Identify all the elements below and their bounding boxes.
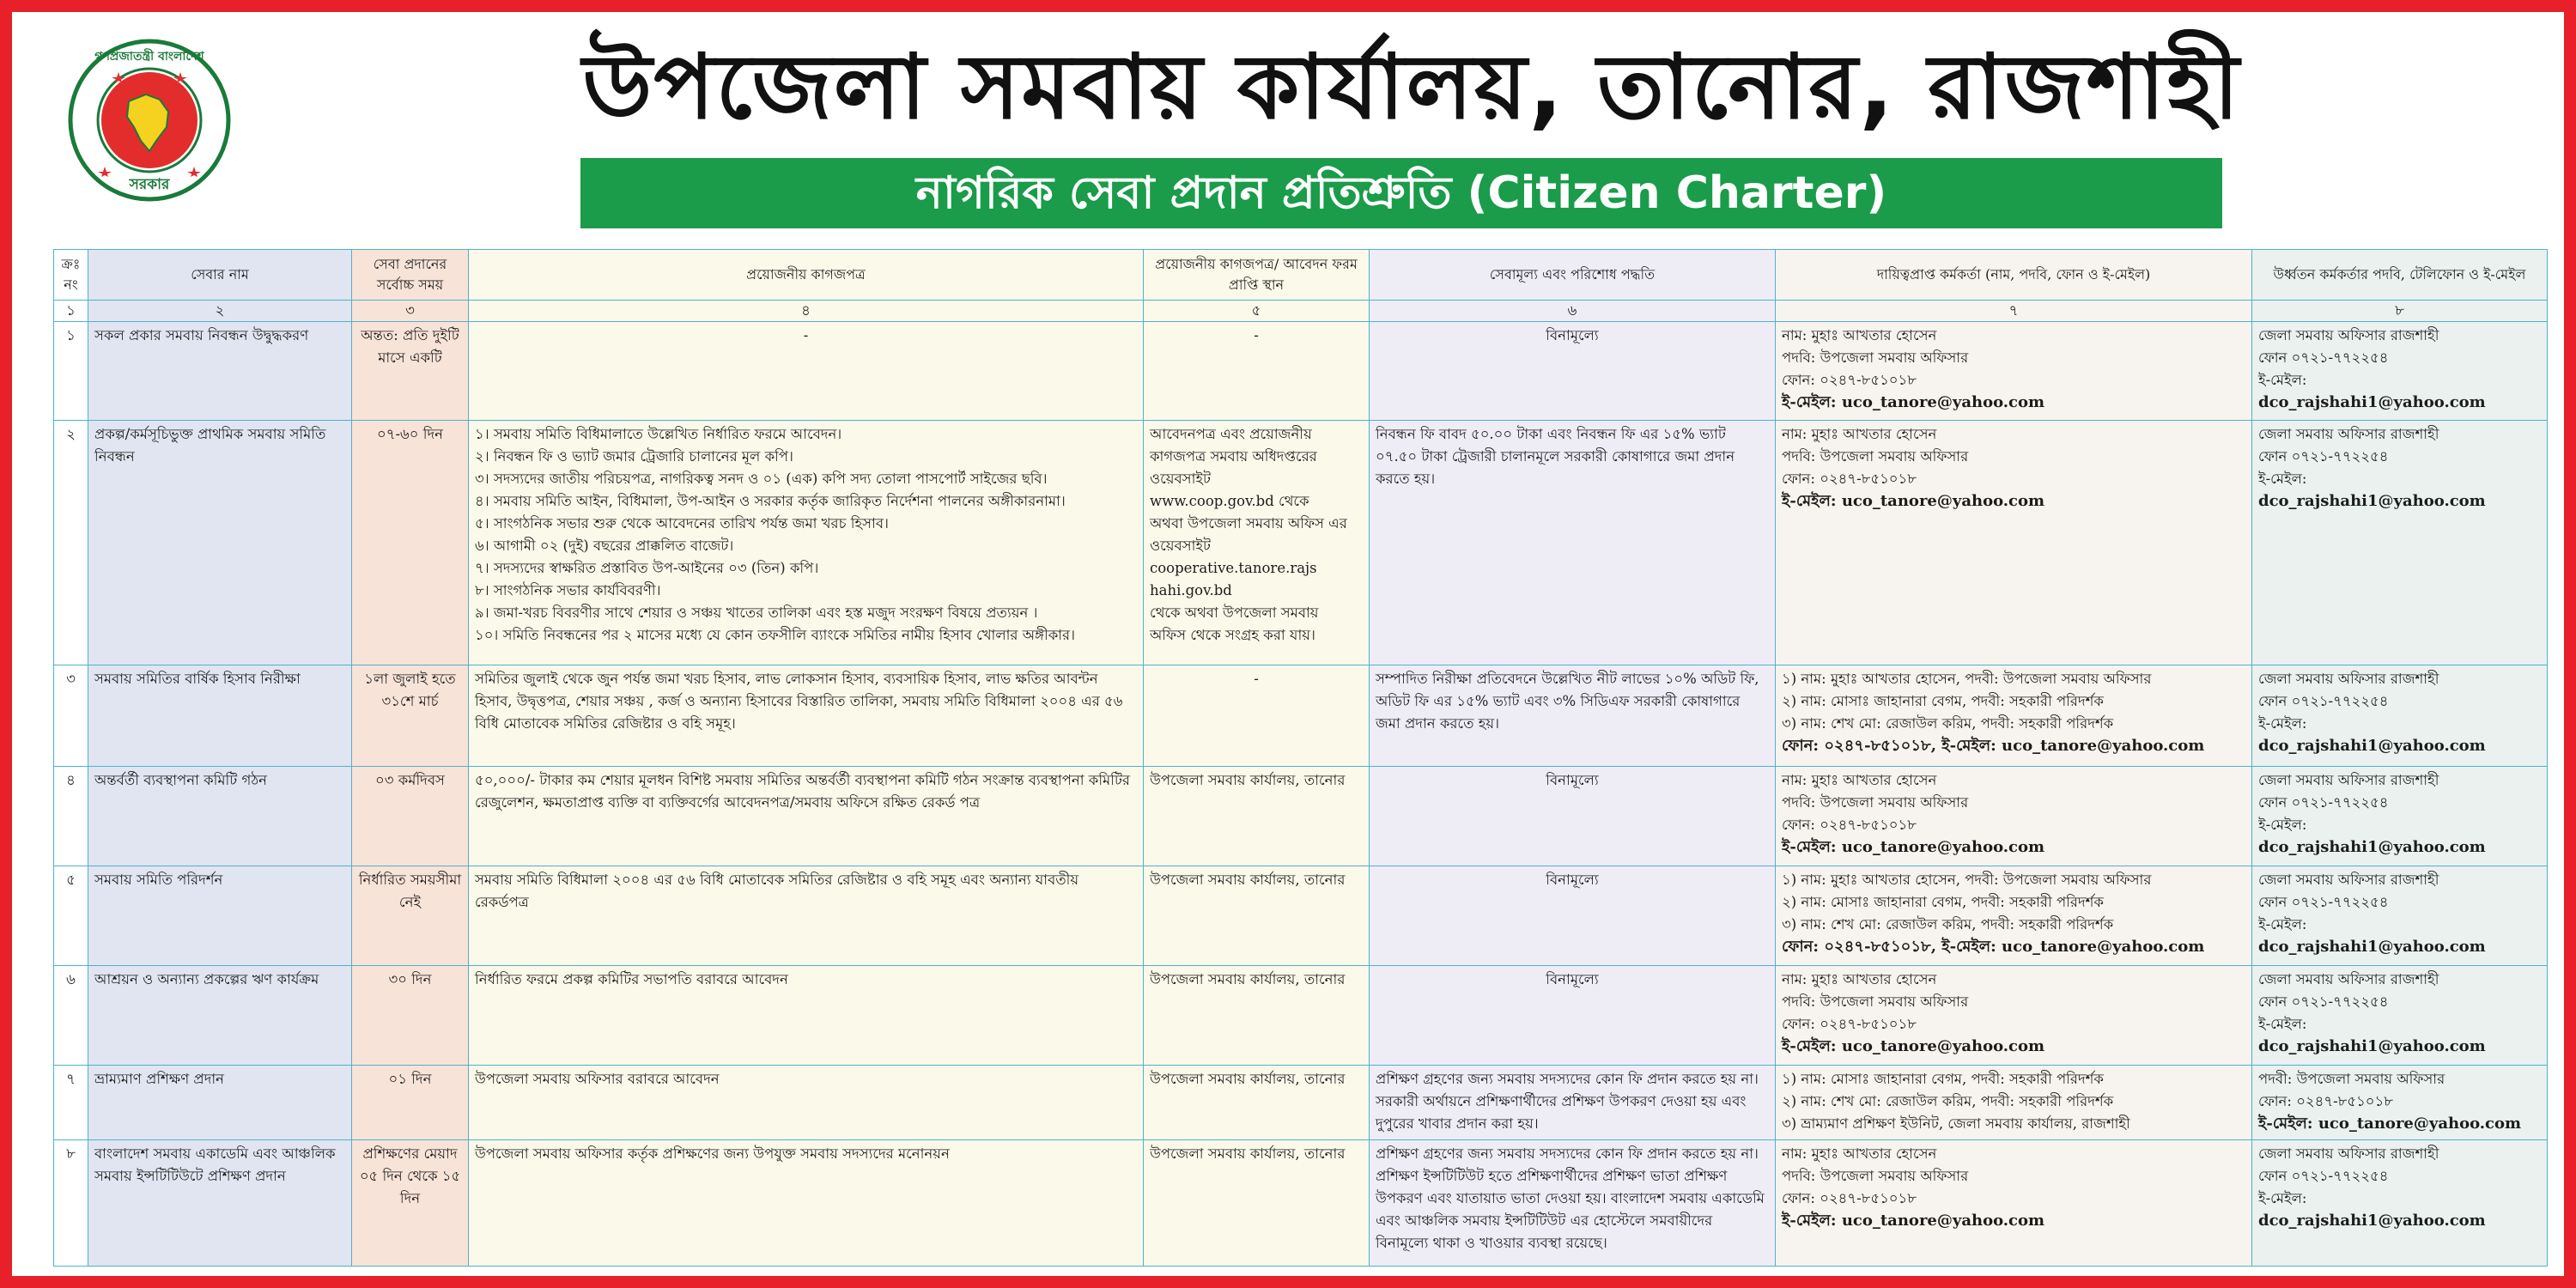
row-max-time: ০৩ কর্মদিবস: [352, 767, 469, 866]
fee-line: প্রশিক্ষণ গ্রহণের জন্য সমবায় সদস্যদের কোন ফি প্রদান করতে হয় না। সরকারী অর্থায়নে প্রশিক্ষণার্থীদের প্রশিক্ষণ উপকরণ দেওয়া হয় এবং দুপুরের খাবার প্রদান করা হয়।: [1376, 1071, 1759, 1132]
superior-line: dco_rajshahi1@yahoo.com: [2258, 838, 2486, 856]
fee-line: সম্পাদিত নিরীক্ষা প্রতিবেদনে উল্লেখিত নীট লাভের ১০% অডিট ফি, অডিট ফি এর ১৫% ভ্যাট এবং ৩% সিডিএফ সরকারী কোষাগারে জমা প্রদান করতে হয়।: [1376, 671, 1759, 732]
fee-line: বিনামূল্যে: [1546, 327, 1599, 343]
superior-line: জেলা সমবায় অফিসার রাজশাহী: [2258, 327, 2439, 343]
table-row: [54, 1140, 2548, 1267]
document-line: ৮। সাংগঠনিক সভার কার্যবিবরণী।: [475, 582, 661, 598]
officer-line: ৩) নাম: শেখ মো: রেজাউল করিম, পদবী: সহকারী পরিদর্শক: [1782, 916, 2114, 933]
superior-line: ই-মেইল:: [2258, 372, 2307, 388]
row-service-name: প্রকল্প/কর্মসূচিভুক্ত প্রাথমিক সমবায় সমিতি নিবন্ধন: [88, 421, 352, 665]
row-form-source: [1144, 421, 1370, 665]
source-line: কাগজপত্র সমবায় অধিদপ্তরের: [1150, 448, 1317, 465]
row-required-documents: [469, 322, 1144, 421]
officer-line: নাম: মুহাঃ আখতার হোসেন: [1782, 1145, 1937, 1162]
document-line: ৪। সমবায় সমিতি আইন, বিধিমালা, উপ-আইন ও সরকার কর্তৃক জারিকৃত নির্দেশনা পালনের অঙ্গীকারনামা।: [475, 493, 1066, 509]
superior-line: ই-মেইল:: [2258, 1016, 2307, 1032]
row-responsible-officer: [1776, 421, 2252, 665]
officer-line: ২) নাম: মোসাঃ জাহানারা বেগম, পদবী: সহকারী পরিদর্শক: [1782, 894, 2104, 910]
header-max-time: সেবা প্রদানের সর্বোচ্চ সময়: [352, 250, 469, 301]
source-line: hahi.gov.bd: [1150, 582, 1232, 598]
row-form-source: [1144, 966, 1370, 1066]
superior-line: পদবী: উপজেলা সমবায় অফিসার: [2258, 1071, 2445, 1087]
superior-line: dco_rajshahi1@yahoo.com: [2258, 393, 2486, 411]
row-fee-method: [1370, 1140, 1776, 1267]
superior-line: ফোন ০৭২১-৭৭২২৫৪: [2258, 1168, 2389, 1184]
charter-table-body: [54, 322, 2548, 1267]
row-service-name: সকল প্রকার সমবায় নিবন্ধন উদ্বুদ্ধকরণ: [88, 322, 352, 421]
column-number: ১: [54, 301, 88, 322]
officer-line: ফোন: ০২৪৭-৮৫১০১৮, ই-মেইল: uco_tanore@yahoo.com: [1782, 737, 2205, 755]
superior-line: ফোন ০৭২১-৭৭২২৫৪: [2258, 349, 2389, 366]
row-required-documents: [469, 866, 1144, 966]
row-responsible-officer: [1776, 1066, 2252, 1140]
column-number: ৫: [1144, 301, 1370, 322]
superior-line: ই-মেইল:: [2258, 817, 2307, 833]
document-line: ৫০,০০০/- টাকার কম শেয়ার মূলধন বিশিষ্ট সমবায় সমিতির অন্তর্বর্তী ব্যবস্থাপনা কমিটি গঠন সংক্রান্ত ব্যবস্থাপনা কমিটির রেজুলেশন, ক্ষমতাপ্রাপ্ত ব্যক্তি বা ব্যক্তিবর্গের আবেদনপত্র/সমবায় অফিসে রক্ষিত রেকর্ড পত্র: [475, 772, 1131, 811]
column-number: ৪: [469, 301, 1144, 322]
row-max-time: ০৭-৬০ দিন: [352, 421, 469, 665]
row-form-source: [1144, 866, 1370, 966]
header-form-source: প্রয়োজনীয় কাগজপত্র/ আবেদন ফরম প্রাপ্তি স্থান: [1144, 250, 1370, 301]
document-line: সমবায় সমিতি বিধিমালা ২০০৪ এর ৫৬ বিধি মোতাবেক সমিতির রেজিষ্টার ও বহি সমূহ এবং অন্যান্য যাবতীয় রেকর্ডপত্র: [475, 872, 1079, 910]
header-fee-method: সেবামূল্য এবং পরিশোধ পদ্ধতি: [1370, 250, 1776, 301]
row-required-documents: [469, 1140, 1144, 1267]
row-superior-officer: [2252, 966, 2548, 1066]
source-line: -: [1254, 327, 1259, 343]
column-number: ২: [88, 301, 352, 322]
row-max-time: ১লা জুলাই হতে ৩১শে মার্চ: [352, 665, 469, 767]
row-max-time: প্রশিক্ষণের মেয়াদ ০৫ দিন থেকে ১৫ দিন: [352, 1140, 469, 1267]
officer-line: ফোন: ০২৪৭-৮৫১০১৮: [1782, 1190, 1917, 1206]
row-serial: ৮: [54, 1140, 88, 1267]
row-serial: ৭: [54, 1066, 88, 1140]
officer-line: নাম: মুহাঃ আখতার হোসেন: [1782, 772, 1937, 788]
document-line: -: [803, 327, 809, 343]
row-superior-officer: [2252, 322, 2548, 421]
header-responsible-officer: দায়িত্বপ্রাপ্ত কর্মকর্তা (নাম, পদবি, ফোন ও ই-মেইল): [1776, 250, 2252, 301]
page-title: উপজেলা সমবায় কার্যালয়, তানোর, রাজশাহী: [582, 34, 2241, 139]
row-fee-method: [1370, 421, 1776, 665]
row-service-name: সমবায় সমিতির বার্ষিক হিসাব নিরীক্ষা: [88, 665, 352, 767]
document-line: ৬। আগামী ০২ (দুই) বছরের প্রাক্কলিত বাজেট।: [475, 538, 734, 554]
source-line: উপজেলা সমবায় কার্যালয়, তানোর: [1150, 1145, 1346, 1162]
officer-line: পদবি: উপজেলা সমবায় অফিসার: [1782, 448, 1969, 465]
row-serial: ৬: [54, 966, 88, 1066]
row-max-time: ৩০ দিন: [352, 966, 469, 1066]
document-line: ৭। সদস্যদের স্বাক্ষরিত প্রস্তাবিত উপ-আইনের ০৩ (তিন) কপি।: [475, 560, 819, 576]
column-number: ৭: [1776, 301, 2252, 322]
officer-line: নাম: মুহাঃ আখতার হোসেন: [1782, 426, 1937, 442]
document-line: সমিতির জুলাই থেকে জুন পর্যন্ত জমা খরচ হিসাব, লাভ লোকসান হিসাব, ব্যবসায়িক হিসাব, লাভ ক্ষতির আবন্টন হিসাব, উদ্বৃত্তপত্র, শেয়ার সঞ্চয় , কর্জ ও অন্যান্য হিসাবের বিস্তারিত তালিকা, সমবায় সমিতি বিধিমালা ২০০৪ এর ৫৬ বিধি মোতাবেক সমিতির রেজিষ্টার ও বহি সমূহ।: [475, 671, 1123, 732]
row-responsible-officer: [1776, 767, 2252, 866]
row-service-name: আশ্রয়ন ও অন্যান্য প্রকল্পের ঋণ কার্যক্রম: [88, 966, 352, 1066]
superior-line: জেলা সমবায় অফিসার রাজশাহী: [2258, 872, 2439, 888]
row-service-name: সমবায় সমিতি পরিদর্শন: [88, 866, 352, 966]
row-max-time: নির্ধারিত সময়সীমা নেই: [352, 866, 469, 966]
document-line: ৯। জমা-খরচ বিবরণীর সাথে শেয়ার ও সঞ্চয় খাতের তালিকা এবং হস্ত মজুদ সংরক্ষণ বিষয়ে প্রত্যয়ন ।: [475, 605, 1038, 621]
row-serial: ১: [54, 322, 88, 421]
officer-line: ফোন: ০২৪৭-৮৫১০১৮: [1782, 1016, 1917, 1032]
source-line: থেকে অথবা উপজেলা সমবায়: [1150, 605, 1319, 621]
document-line: ১। সমবায় সমিতি বিধিমালাতে উল্লেখিত নির্ধারিত ফরমে আবেদন।: [475, 426, 842, 442]
column-number: ৩: [352, 301, 469, 322]
officer-line: ১) নাম: মুহাঃ আখতার হোসেন, পদবী: উপজেলা সমবায় অফিসার: [1782, 671, 2152, 687]
row-form-source: [1144, 767, 1370, 866]
row-fee-method: [1370, 866, 1776, 966]
table-row: [54, 665, 2548, 767]
officer-line: ফোন: ০২৪৭-৮৫১০১৮: [1782, 817, 1917, 833]
row-responsible-officer: [1776, 665, 2252, 767]
row-fee-method: [1370, 322, 1776, 421]
table-row: [54, 767, 2548, 866]
superior-line: ই-মেইল: uco_tanore@yahoo.com: [2258, 1115, 2522, 1133]
row-serial: ২: [54, 421, 88, 665]
fee-line: বিনামূল্যে: [1546, 772, 1599, 788]
row-superior-officer: [2252, 767, 2548, 866]
row-form-source: [1144, 1140, 1370, 1267]
superior-line: dco_rajshahi1@yahoo.com: [2258, 938, 2486, 956]
officer-line: পদবি: উপজেলা সমবায় অফিসার: [1782, 1168, 1969, 1184]
officer-line: পদবি: উপজেলা সমবায় অফিসার: [1782, 349, 1969, 366]
header-service-name: সেবার নাম: [88, 250, 352, 301]
officer-line: পদবি: উপজেলা সমবায় অফিসার: [1782, 794, 1969, 811]
superior-line: জেলা সমবায় অফিসার রাজশাহী: [2258, 772, 2439, 788]
superior-line: জেলা সমবায় অফিসার রাজশাহী: [2258, 971, 2439, 987]
officer-line: ১) নাম: মুহাঃ আখতার হোসেন, পদবী: উপজেলা সমবায় অফিসার: [1782, 872, 2152, 888]
officer-line: ৩) নাম: শেখ মো: রেজাউল করিম, পদবী: সহকারী পরিদর্শক: [1782, 715, 2114, 732]
superior-line: ফোন: ০২৪৭-৮৫১০১৮: [2258, 1093, 2393, 1109]
row-required-documents: [469, 1066, 1144, 1140]
fee-line: নিবন্ধন ফি বাবদ ৫০.০০ টাকা এবং নিবন্ধন ফি এর ১৫% ভ্যাট ০৭.৫০ টাকা ট্রেজারী চালানমূলে সরকারী কোষাগারে জমা প্রদান করতে হয়।: [1376, 426, 1735, 487]
officer-line: ই-মেইল: uco_tanore@yahoo.com: [1782, 492, 2045, 510]
row-superior-officer: [2252, 866, 2548, 966]
table-row: [54, 866, 2548, 966]
officer-line: ই-মেইল: uco_tanore@yahoo.com: [1782, 393, 2045, 411]
superior-line: ফোন ০৭২১-৭৭২২৫৪: [2258, 448, 2389, 465]
row-required-documents: [469, 966, 1144, 1066]
officer-line: ১) নাম: মোসাঃ জাহানারা বেগম, পদবী: সহকারী পরিদর্শক: [1782, 1071, 2104, 1087]
officer-line: ফোন: ০২৪৭-৮৫১০১৮: [1782, 372, 1917, 388]
table-row: [54, 421, 2548, 665]
superior-line: dco_rajshahi1@yahoo.com: [2258, 492, 2486, 510]
source-line: অফিস থেকে সংগ্রহ করা যায়।: [1150, 627, 1315, 643]
superior-line: ই-মেইল:: [2258, 916, 2307, 933]
header-superior-officer: উর্ধ্বতন কর্মকর্তার পদবি, টেলিফোন ও ই-মেইল: [2252, 250, 2548, 301]
document-line: ২। নিবন্ধন ফি ও ভ্যাট জমার ট্রেজারি চালানের মূল কপি।: [475, 448, 793, 465]
superior-line: ই-মেইল:: [2258, 471, 2307, 487]
source-line: ওয়েবসাইট: [1150, 471, 1211, 487]
row-superior-officer: [2252, 421, 2548, 665]
logo-caption-top: গণপ্রজাতন্ত্রী বাংলাদেশ: [94, 50, 204, 64]
government-logo: [67, 38, 232, 203]
row-responsible-officer: [1776, 322, 2252, 421]
row-fee-method: [1370, 1066, 1776, 1140]
row-required-documents: [469, 767, 1144, 866]
document-line: ১০। সমিতি নিবন্ধনের পর ২ মাসের মধ্যে যে কোন তফসীলি ব্যাংকে সমিতির নামীয় হিসাব খোলার অঙ্গীকার।: [475, 627, 1076, 643]
superior-line: ই-মেইল:: [2258, 715, 2307, 732]
table-row: [54, 966, 2548, 1066]
row-required-documents: [469, 421, 1144, 665]
source-line: উপজেলা সমবায় কার্যালয়, তানোর: [1150, 772, 1346, 788]
row-fee-method: [1370, 966, 1776, 1066]
superior-line: dco_rajshahi1@yahoo.com: [2258, 1037, 2486, 1055]
row-serial: ৩: [54, 665, 88, 767]
row-service-name: বাংলাদেশ সমবায় একাডেমি এবং আঞ্চলিক সমবায় ইন্সটিটিউটে প্রশিক্ষণ প্রদান: [88, 1140, 352, 1267]
column-number: ৮: [2252, 301, 2548, 322]
row-responsible-officer: [1776, 866, 2252, 966]
source-line: cooperative.tanore.rajs: [1150, 560, 1317, 576]
officer-line: পদবি: উপজেলা সমবায় অফিসার: [1782, 993, 1969, 1010]
source-line: -: [1254, 671, 1259, 687]
source-line: উপজেলা সমবায় কার্যালয়, তানোর: [1150, 971, 1346, 987]
superior-line: ফোন ০৭২১-৭৭২২৫৪: [2258, 894, 2389, 910]
row-service-name: ভ্রাম্যমাণ প্রশিক্ষণ প্রদান: [88, 1066, 352, 1140]
source-line: আবেদনপত্র এবং প্রয়োজনীয়: [1150, 426, 1312, 442]
logo-caption-bottom: সরকার: [129, 176, 170, 193]
document-line: নির্ধারিত ফরমে প্রকল্প কমিটির সভাপতি বরাবরে আবেদন: [475, 971, 788, 987]
row-required-documents: [469, 665, 1144, 767]
document-line: ৫। সাংগঠনিক সভার শুরু থেকে আবেদনের তারিখ পর্যন্ত জমা খরচ হিসাব।: [475, 515, 889, 532]
officer-line: ২) নাম: মোসাঃ জাহানারা বেগম, পদবী: সহকারী পরিদর্শক: [1782, 693, 2104, 709]
officer-line: ই-মেইল: uco_tanore@yahoo.com: [1782, 1212, 2045, 1230]
superior-line: ই-মেইল:: [2258, 1190, 2307, 1206]
row-responsible-officer: [1776, 1140, 2252, 1267]
row-superior-officer: [2252, 1066, 2548, 1140]
row-responsible-officer: [1776, 966, 2252, 1066]
row-max-time: অন্তত: প্রতি দুইটি মাসে একটি: [352, 322, 469, 421]
table-row: [54, 1066, 2548, 1140]
row-service-name: অন্তর্বর্তী ব্যবস্থাপনা কমিটি গঠন: [88, 767, 352, 866]
row-fee-method: [1370, 665, 1776, 767]
column-number: ৬: [1370, 301, 1776, 322]
government-seal-icon: [67, 38, 232, 203]
document-line: ৩। সদস্যদের জাতীয় পরিচয়পত্র, নাগরিকত্ব সনদ ও ০১ (এক) কপি সদ্য তোলা পাসপোর্ট সাইজের ছবি।: [475, 471, 1048, 487]
officer-line: ই-মেইল: uco_tanore@yahoo.com: [1782, 838, 2045, 856]
officer-line: ফোন: ০২৪৭-৮৫১০১৮, ই-মেইল: uco_tanore@yahoo.com: [1782, 938, 2205, 956]
fee-line: বিনামূল্যে: [1546, 872, 1599, 888]
document-line: উপজেলা সমবায় অফিসার বরাবরে আবেদন: [475, 1071, 720, 1087]
officer-line: ২) নাম: শেখ মো: রেজাউল করিম, পদবী: সহকারী পরিদর্শক: [1782, 1093, 2114, 1109]
source-line: উপজেলা সমবায় কার্যালয়, তানোর: [1150, 872, 1346, 888]
header-required-documents: প্রয়োজনীয় কাগজপত্র: [469, 250, 1144, 301]
officer-line: ৩) ভ্রাম্যমাণ প্রশিক্ষণ ইউনিট, জেলা সমবায় কার্যালয়, রাজশাহী: [1782, 1115, 2130, 1132]
officer-line: ই-মেইল: uco_tanore@yahoo.com: [1782, 1037, 2045, 1055]
charter-table-wrapper: [53, 249, 2547, 1269]
superior-line: ফোন ০৭২১-৭৭২২৫৪: [2258, 794, 2389, 811]
superior-line: ফোন ০৭২১-৭৭২২৫৪: [2258, 993, 2389, 1010]
source-line: উপজেলা সমবায় কার্যালয়, তানোর: [1150, 1071, 1346, 1087]
table-header-row: [54, 250, 2548, 301]
row-superior-officer: [2252, 665, 2548, 767]
superior-line: dco_rajshahi1@yahoo.com: [2258, 1212, 2486, 1230]
superior-line: ফোন ০৭২১-৭৭২২৫৪: [2258, 693, 2389, 709]
officer-line: নাম: মুহাঃ আখতার হোসেন: [1782, 327, 1937, 343]
fee-line: প্রশিক্ষণ গ্রহণের জন্য সমবায় সদস্যদের কোন ফি প্রদান করতে হয় না। প্রশিক্ষণ ইন্সটিটিউট হতে প্রশিক্ষণার্থীদের প্রশিক্ষণ ভাতা প্রশিক্ষণ উপকরণ এবং যাতায়াত ভাতা দেওয়া হয়। বাংলাদেশ সমবায় একাডেমি এবং আঞ্চলিক সমবায় ইন্সটিটিউট এর হোস্টেলে সমবায়ীদের বিনামূল্যে থাকা ও খাওয়ার ব্যবস্থা রয়েছে।: [1376, 1145, 1765, 1251]
source-line: ওয়েবসাইট: [1150, 538, 1211, 554]
table-row: [54, 322, 2548, 421]
row-superior-officer: [2252, 1140, 2548, 1267]
header-serial: ক্রঃ নং: [54, 250, 88, 301]
source-line: অথবা উপজেলা সমবায় অফিস এর: [1150, 515, 1347, 532]
citizen-charter-banner: নাগরিক সেবা প্রদান প্রতিশ্রুতি (Citizen Charter): [580, 158, 2222, 228]
row-form-source: [1144, 322, 1370, 421]
superior-line: dco_rajshahi1@yahoo.com: [2258, 737, 2486, 755]
row-serial: ৪: [54, 767, 88, 866]
fee-line: বিনামূল্যে: [1546, 971, 1599, 987]
document-line: উপজেলা সমবায় অফিসার কর্তৃক প্রশিক্ষণের জন্য উপযুক্ত সমবায় সদস্যদের মনোনয়ন: [475, 1145, 950, 1162]
superior-line: জেলা সমবায় অফিসার রাজশাহী: [2258, 426, 2439, 442]
source-line: www.coop.gov.bd থেকে: [1150, 493, 1309, 509]
officer-line: ফোন: ০২৪৭-৮৫১০১৮: [1782, 471, 1917, 487]
row-max-time: ০১ দিন: [352, 1066, 469, 1140]
row-fee-method: [1370, 767, 1776, 866]
officer-line: নাম: মুহাঃ আখতার হোসেন: [1782, 971, 1937, 987]
row-serial: ৫: [54, 866, 88, 966]
row-form-source: [1144, 665, 1370, 767]
superior-line: জেলা সমবায় অফিসার রাজশাহী: [2258, 1145, 2439, 1162]
row-form-source: [1144, 1066, 1370, 1140]
citizen-charter-table: [53, 249, 2548, 1267]
superior-line: জেলা সমবায় অফিসার রাজশাহী: [2258, 671, 2439, 687]
column-number-row: [54, 301, 2548, 322]
